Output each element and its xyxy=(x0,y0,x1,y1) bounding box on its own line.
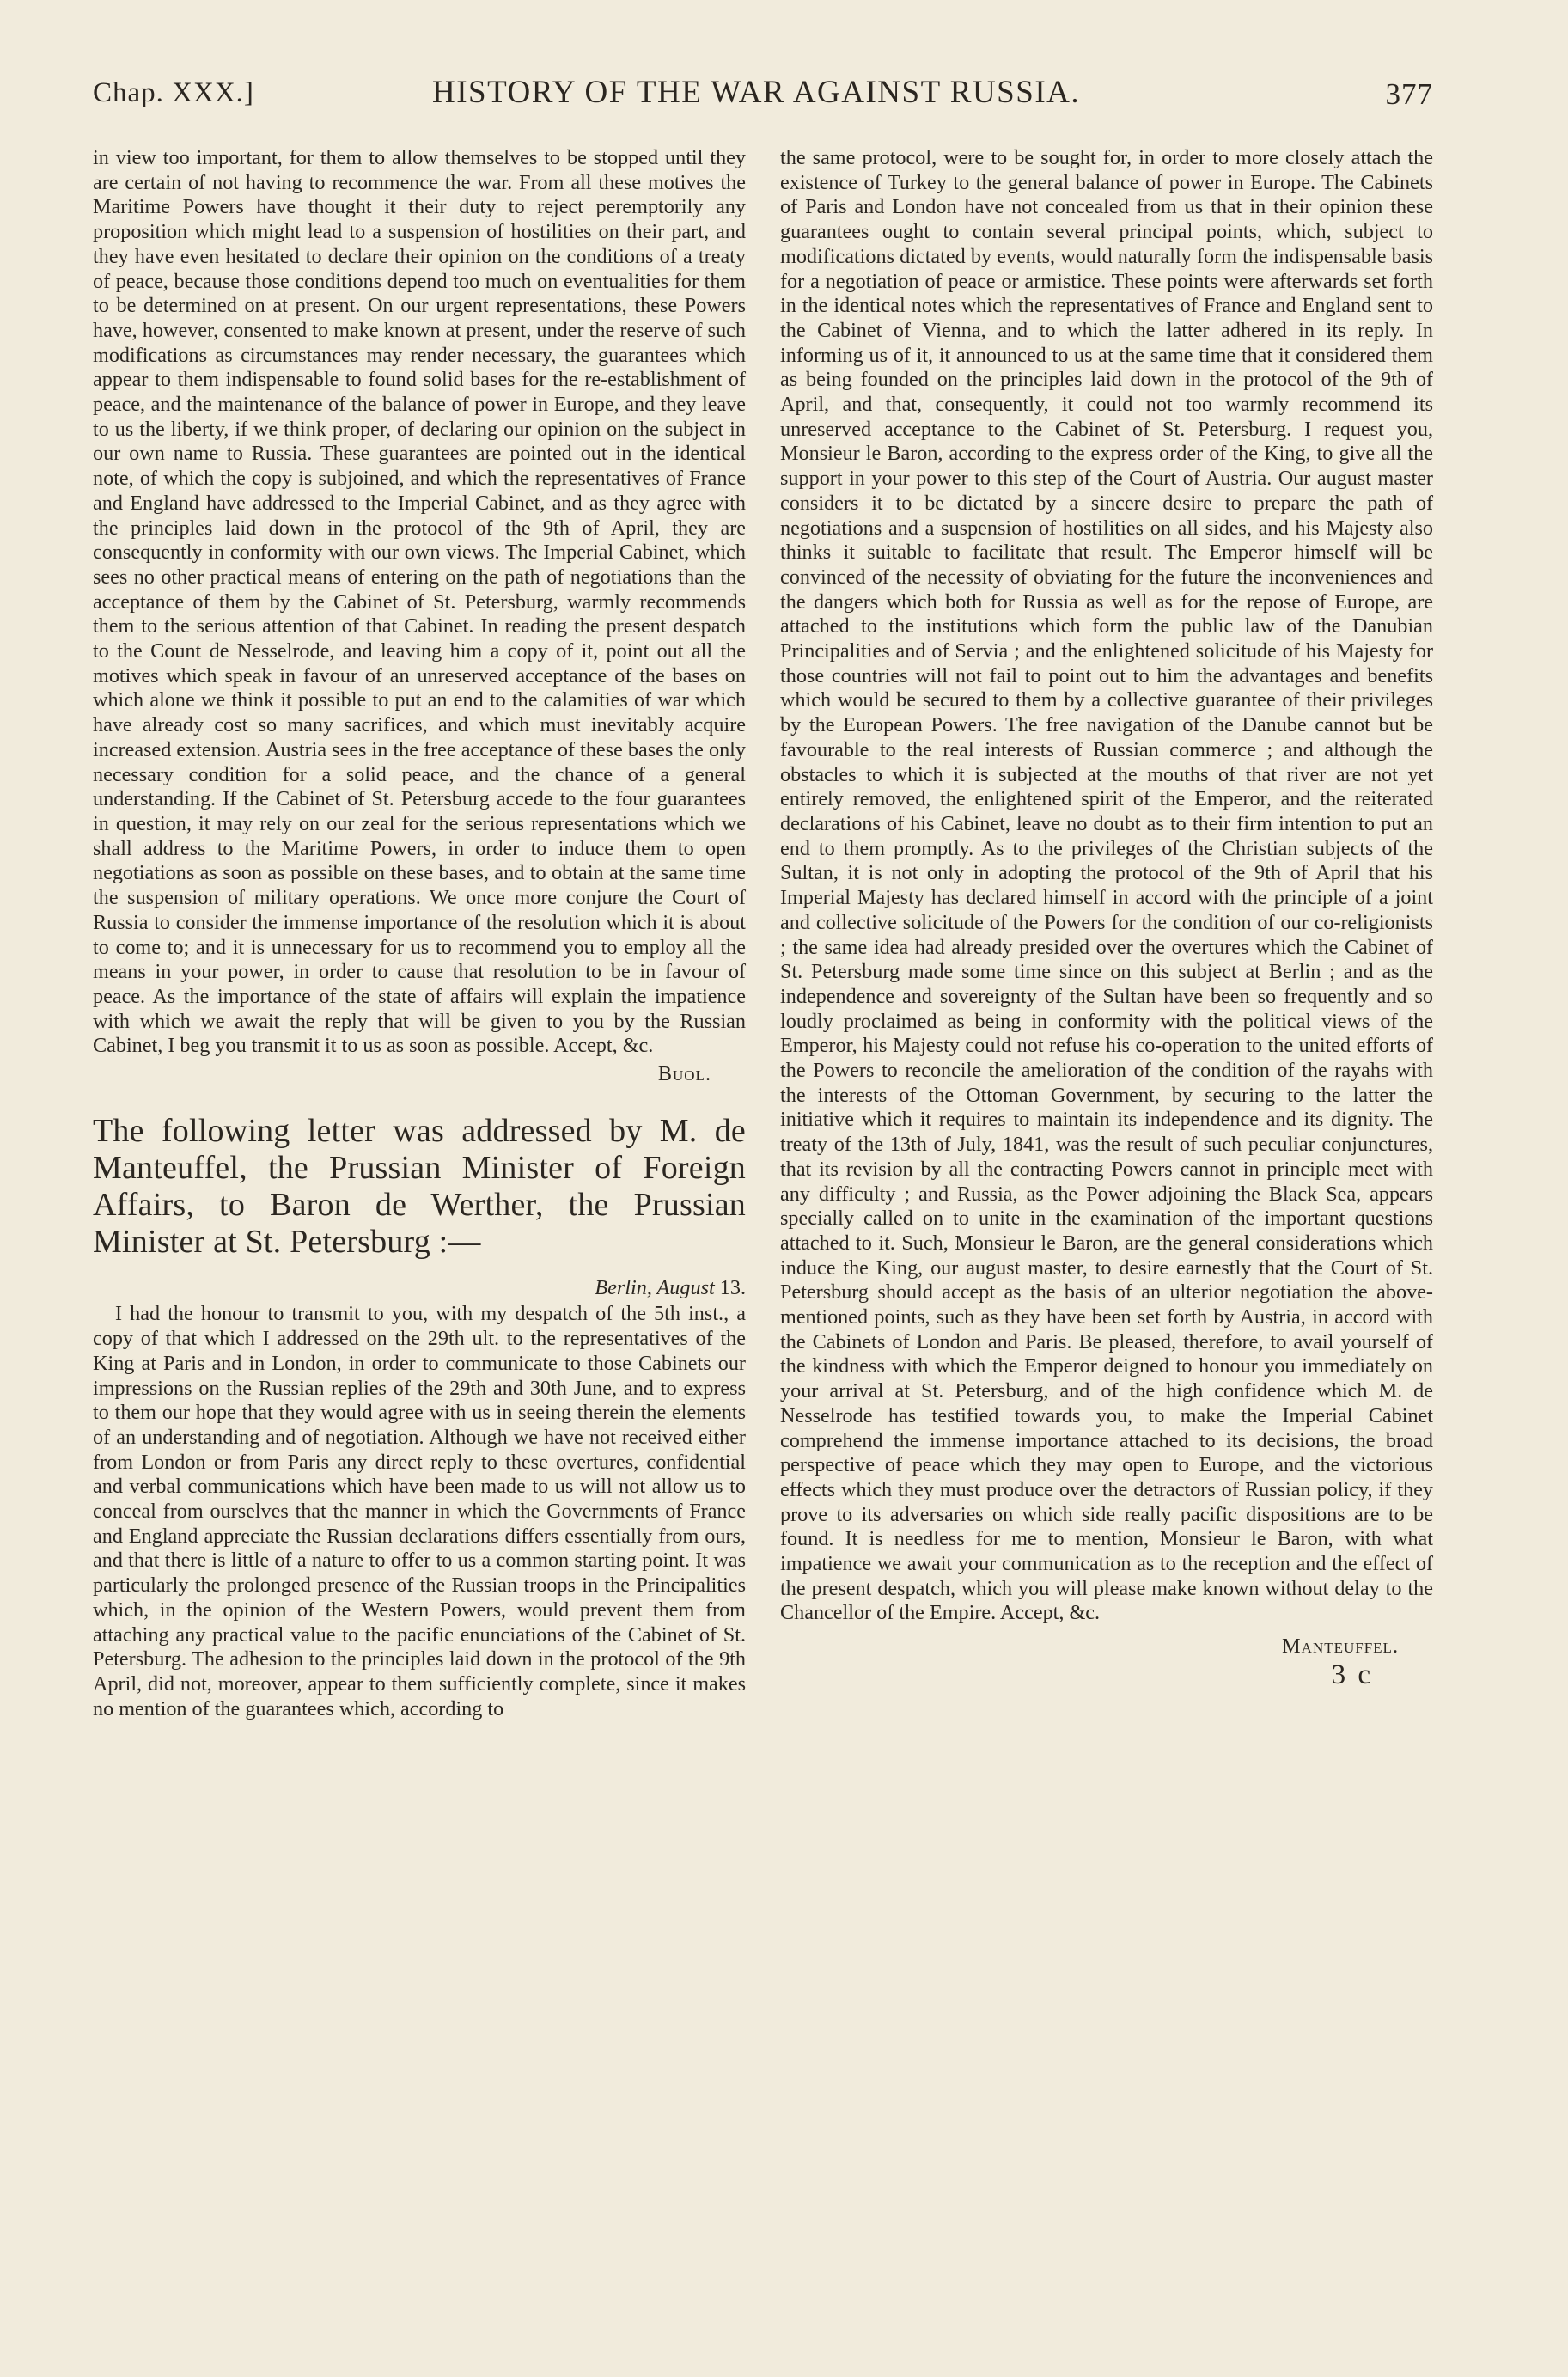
dateline-day: 13. xyxy=(719,1275,746,1299)
signature-manteuffel: Manteuffel. xyxy=(1282,1635,1399,1659)
signature-mark: 3 c xyxy=(1331,1659,1373,1690)
right-column xyxy=(780,146,1433,1688)
running-title: HISTORY OF THE WAR AGAINST RUSSIA. xyxy=(432,75,1081,110)
chapter-label: Chap. XXX.] xyxy=(93,77,254,108)
left-paragraph-1: in view too important, for them to allow themselves to be stopped until they are certain of not having to recommence the war. From all these motives the Maritime Powers have thought it their duty to reject peremptorily any proposition which might lead to a suspension of hostilities on their part, and they have even hesitated to declare their opinion on the conditions of a treaty of peace, because those conditions depend too much on eventualities for them to be determined on at present. On our urgent representations, these Powers have, however, consented to make known at present, under the reserve of such modifications as circumstances may render necessary, the guarantees which appear to them indispensable to found solid bases for the re-establishment of peace, and the maintenance of the balance of power in Europe, and they leave to us the liberty, if we think proper, of declaring our opinion on the subject in our own name to Russia. These guarantees are pointed out in the identical note, of which the copy is subjoined, and which the representatives of France and England have addressed to the Imperial Cabinet, and as they agree with the principles laid down in the protocol of the 9th of April, they are consequently in conformity with our own views. The Imperial Cabinet, which sees no other practical means of entering on the path of negotiations than the acceptance of them by the Cabinet of St. Petersburg, warmly recommends them to the serious attention of that Cabinet. In reading the present despatch to the Count de Nesselrode, and leaving him a copy of it, point out all the motives which speak in favour of an unreserved acceptance of the bases on which alone we think it possible to put an end to the calamities of war which have already cost so many sacrifices, and which must inevitably acquire increased extension. Austria sees in the free acceptance of these bases the only necessary condition for a solid peace, and the chance of a general understanding. If the Cabinet of St. Petersburg accede to the four guarantees in question, it may rely on our zeal for the serious representations which we shall address to the Maritime Powers, in order to induce them to open negotiations as soon as possible on these bases, and to obtain at the same time the suspension of military operations. We once more conjure the Court of Russia to consider the immense importance of the resolution which it is about to come to; and it is unnecessary for us to recommend you to employ all the means in your power, in order to cause that resolution to be in favour of peace. As the importance of the state of affairs will explain the impatience with which we await the reply that will be given to you by the Russian Cabinet, I beg you transmit it to us as soon as possible. Accept, &c. xyxy=(93,146,746,1058)
letter-dateline xyxy=(93,1276,746,1301)
signature-buol: Buol. xyxy=(657,1062,711,1086)
right-paragraph-1: the same protocol, were to be sought for, in order to more closely attach the existence of Turkey to the general balance of power in Europe. The Cabinets of Paris and London have not concealed from us that in their opinion these guarantees ought to contain several principal points, which, subject to modifications dictated by events, would naturally form the indispensable basis for a negotiation of peace or armistice. These points were afterwards set forth in the identical notes which the representatives of France and England sent to the Cabinet of Vienna, and to which the latter adhered in its reply. In informing us of it, it announced to us at the same time that it considered them as being founded on the principles laid down in the protocol of the 9th of April, and that, consequently, it could not too warmly recommend its unreserved acceptance to the Cabinet of St. Petersburg. I request you, Monsieur le Baron, according to the express order of the King, to give all the support in your power to this step of the Court of Austria. Our august master considers it to be dictated by a sincere desire to prepare the path of negotiations and a suspension of hostilities on all sides, and his Majesty also thinks it suitable to facilitate that result. The Emperor himself will be convinced of the necessity of obviating for the future the inconveniences and the dangers which both for Russia as well as for the repose of Europe, are attached to the institutions which form the public law of the Danubian Principalities and of Servia ; and the enlightened solicitude of his Majesty for those countries will not fail to point out to him the advantages and benefits which would be secured to them by a collective guarantee of their privileges by the European Powers. The free navigation of the Danube cannot but be favourable to the real interests of Russian commerce ; and although the obstacles to which it is subjected at the mouths of that river are not yet entirely removed, the enlightened spirit of the Emperor, and the reiterated declarations of his Cabinet, leave no doubt as to their firm intention to put an end to them promptly. As to the privileges of the Christian subjects of the Sultan, it is not only in adopting the protocol of the 9th of April that his Imperial Majesty has declared himself in accord with the principle of a joint and collective solicitude of the Powers for the condition of our co-religionists ; the same idea had already presided over the overtures which the Cabinet of St. Petersburg made some time since on this subject at Berlin ; and as the independence and sovereignty of the Sultan have been so frequently and so loudly proclaimed as being in conformity with the political views of the Emperor, his Majesty could not refuse his co-operation to the united efforts of the Powers to reconcile the amelioration of the condition of the rayahs with the interests of the Ottoman Government, by securing to the latter the initiative which it requires to maintain its independence and its dignity. The treaty of the 13th of July, 1841, was the result of such peculiar conjunctures, that its revision by all the contracting Powers cannot in principle meet with any difficulty ; and Russia, as the Power adjoining the Black Sea, appears specially called on to unite in the examination of the important questions attached to it. Such, Monsieur le Baron, are the general considerations which induce the King, our august master, to desire earnestly that the Court of St. Petersburg should accept as the basis of an ulterior negotiation the above-mentioned points, such as they have been set forth by Austria, in accord with the Cabinets of London and Paris. Be pleased, therefore, to avail yourself of the kindness with which the Emperor deigned to honour you immediately on your arrival at St. Petersburg, and of the high confidence which M. de Nesselrode has testified towards you, to make the Imperial Cabinet comprehend the immense importance attached to its decisions, the broad perspective of peace which they may open to Europe, and the victorious effects which they must produce over the detractors of Russian policy, if they prove to its adversaries on which side really pacific dispositions are to be found. It is needless for me to mention, Monsieur le Baron, with what impatience we await your communication as to the reception and the effect of the present despatch, which you will please make known without delay to the Chancellor of the Empire. Accept, &c. xyxy=(780,146,1433,1625)
left-paragraph-2: I had the honour to transmit to you, with my despatch of the 5th inst., a copy of that which I addressed on the 29th ult. to the representatives of the King at Paris and in London, in order to communicate to those Cabinets our impressions on the Russian replies of the 29th and 30th June, and to express to them our hope that they would agree with us in seeing therein the elements of an understanding and of negotiation. Although we have not received either from London or from Paris any direct reply to these overtures, confidential and verbal communications which have been made to us will not allow us to conceal from ourselves that the manner in which the Governments of France and England appreciate the Russian declarations differs essentially from ours, and that there is little of a nature to offer to us a common starting point. It was particularly the prolonged presence of the Russian troops in the Principalities which, in the opinion of the Western Powers, would prevent them from attaching any practical value to the pacific enunciations of the Cabinet of St. Petersburg. The adhesion to the principles laid down in the protocol of the 9th April, did not, moreover, appear to them sufficiently complete, since it makes no mention of the guarantees which, according to xyxy=(93,1302,746,1720)
dateline-place: Berlin, August xyxy=(595,1275,715,1299)
left-column xyxy=(93,146,746,1721)
book-page xyxy=(93,69,1433,2337)
page-number: 377 xyxy=(1385,77,1433,111)
running-header xyxy=(93,69,1433,120)
letter-introduction: The following letter was addressed by M. de Manteuffel, the Prussian Minister of Foreign Affairs, to Baron de Werther, the Prussian Minister at St. Petersburg :— xyxy=(93,1112,746,1260)
